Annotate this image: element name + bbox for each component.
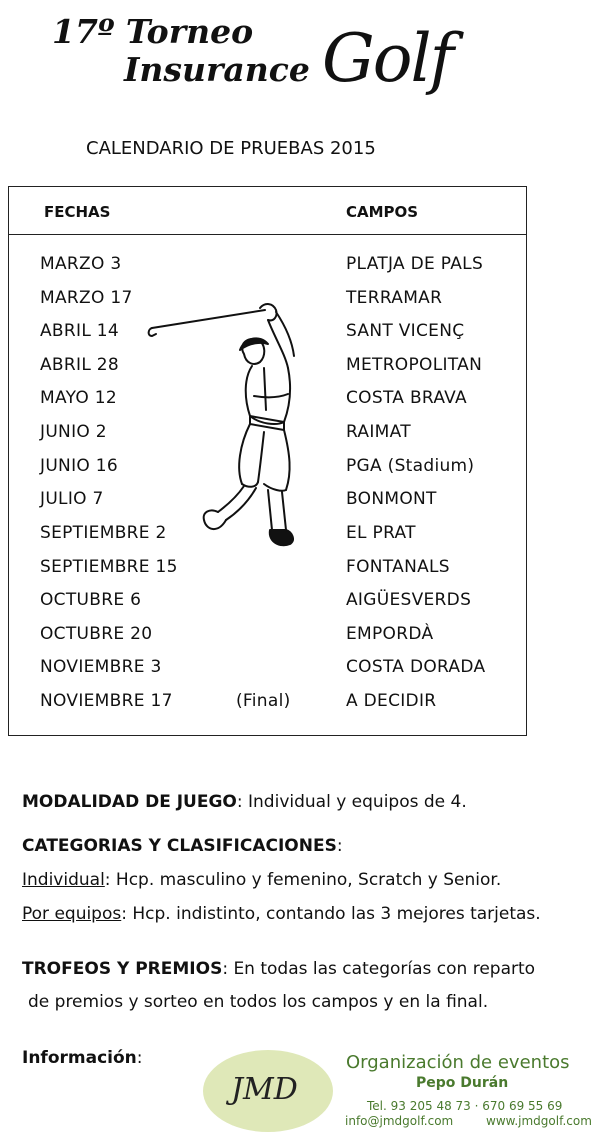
informacion-line [22, 1047, 143, 1069]
trofeos-line-2: de premios y sorteo en todos los campos y en la final. [28, 992, 489, 1012]
equipos-label: Por equipos [22, 904, 122, 924]
categorias-heading [22, 835, 343, 857]
contact-name: Pepo Durán [416, 1075, 509, 1091]
informacion-colon: : [136, 1048, 143, 1068]
row-course: SANT VICENÇ [346, 321, 465, 341]
org-tagline: Organización de eventos [346, 1052, 570, 1073]
title-line-1: 17º Torneo [52, 12, 254, 51]
row-course: METROPOLITAN [346, 355, 483, 375]
row-date: MAYO 12 [40, 388, 117, 408]
row-date: JUNIO 2 [40, 422, 107, 442]
row-course: EMPORDÀ [346, 624, 434, 644]
equipos-line [22, 903, 541, 925]
equipos-text: : Hcp. indistinto, contando las 3 mejores tarjetas. [121, 904, 541, 924]
individual-text: : Hcp. masculino y femenino, Scratch y Senior. [104, 870, 502, 890]
row-course: PLATJA DE PALS [346, 254, 484, 274]
trofeos-text-1: : En todas las categorías con reparto [222, 959, 536, 979]
row-date: NOVIEMBRE 17 [40, 691, 173, 711]
row-course: BONMONT [346, 489, 437, 509]
header-divider [8, 234, 527, 235]
row-date: NOVIEMBRE 3 [40, 657, 162, 677]
golf-logo-text: Golf [322, 20, 452, 97]
categorias-colon: : [336, 836, 343, 856]
row-course: FONTANALS [346, 557, 450, 577]
column-header-courses: CAMPOS [346, 203, 419, 221]
row-date: MARZO 3 [40, 254, 122, 274]
row-note: (Final) [236, 691, 291, 711]
individual-label: Individual [22, 870, 105, 890]
row-course: COSTA DORADA [346, 657, 486, 677]
modalidad-text: : Individual y equipos de 4. [236, 792, 467, 812]
title-line-2: Insurance [124, 50, 310, 89]
row-date: ABRIL 14 [40, 321, 120, 341]
individual-line [22, 869, 501, 891]
row-date: OCTUBRE 20 [40, 624, 153, 644]
trofeos-label: TROFEOS Y PREMIOS [22, 959, 223, 979]
row-course: PGA (Stadium) [346, 456, 475, 476]
column-header-dates: FECHAS [44, 203, 111, 221]
row-date: SEPTIEMBRE 15 [40, 557, 178, 577]
row-course: AIGÜESVERDS [346, 590, 472, 610]
contact-website[interactable]: www.jmdgolf.com [486, 1114, 592, 1128]
modalidad-paragraph [22, 791, 467, 813]
row-date: ABRIL 28 [40, 355, 120, 375]
row-course: EL PRAT [346, 523, 416, 543]
row-date: OCTUBRE 6 [40, 590, 142, 610]
row-course: RAIMAT [346, 422, 411, 442]
row-course: A DECIDIR [346, 691, 437, 711]
page-subtitle: CALENDARIO DE PRUEBAS 2015 [86, 138, 376, 159]
categorias-label: CATEGORIAS Y CLASIFICACIONES [22, 836, 337, 856]
trofeos-line-1 [22, 958, 535, 980]
informacion-label: Información [22, 1048, 137, 1068]
modalidad-label: MODALIDAD DE JUEGO [22, 792, 237, 812]
row-date: JUNIO 16 [40, 456, 119, 476]
row-course: COSTA BRAVA [346, 388, 467, 408]
contact-phone: Tel. 93 205 48 73 · 670 69 55 69 [367, 1099, 563, 1113]
golfer-illustration [140, 298, 310, 554]
row-date: SEPTIEMBRE 2 [40, 523, 167, 543]
contact-email[interactable]: info@jmdgolf.com [345, 1114, 454, 1128]
row-course: TERRAMAR [346, 288, 443, 308]
row-date: MARZO 17 [40, 288, 133, 308]
jmd-logo-text: JMD [231, 1072, 298, 1107]
row-date: JULIO 7 [40, 489, 104, 509]
